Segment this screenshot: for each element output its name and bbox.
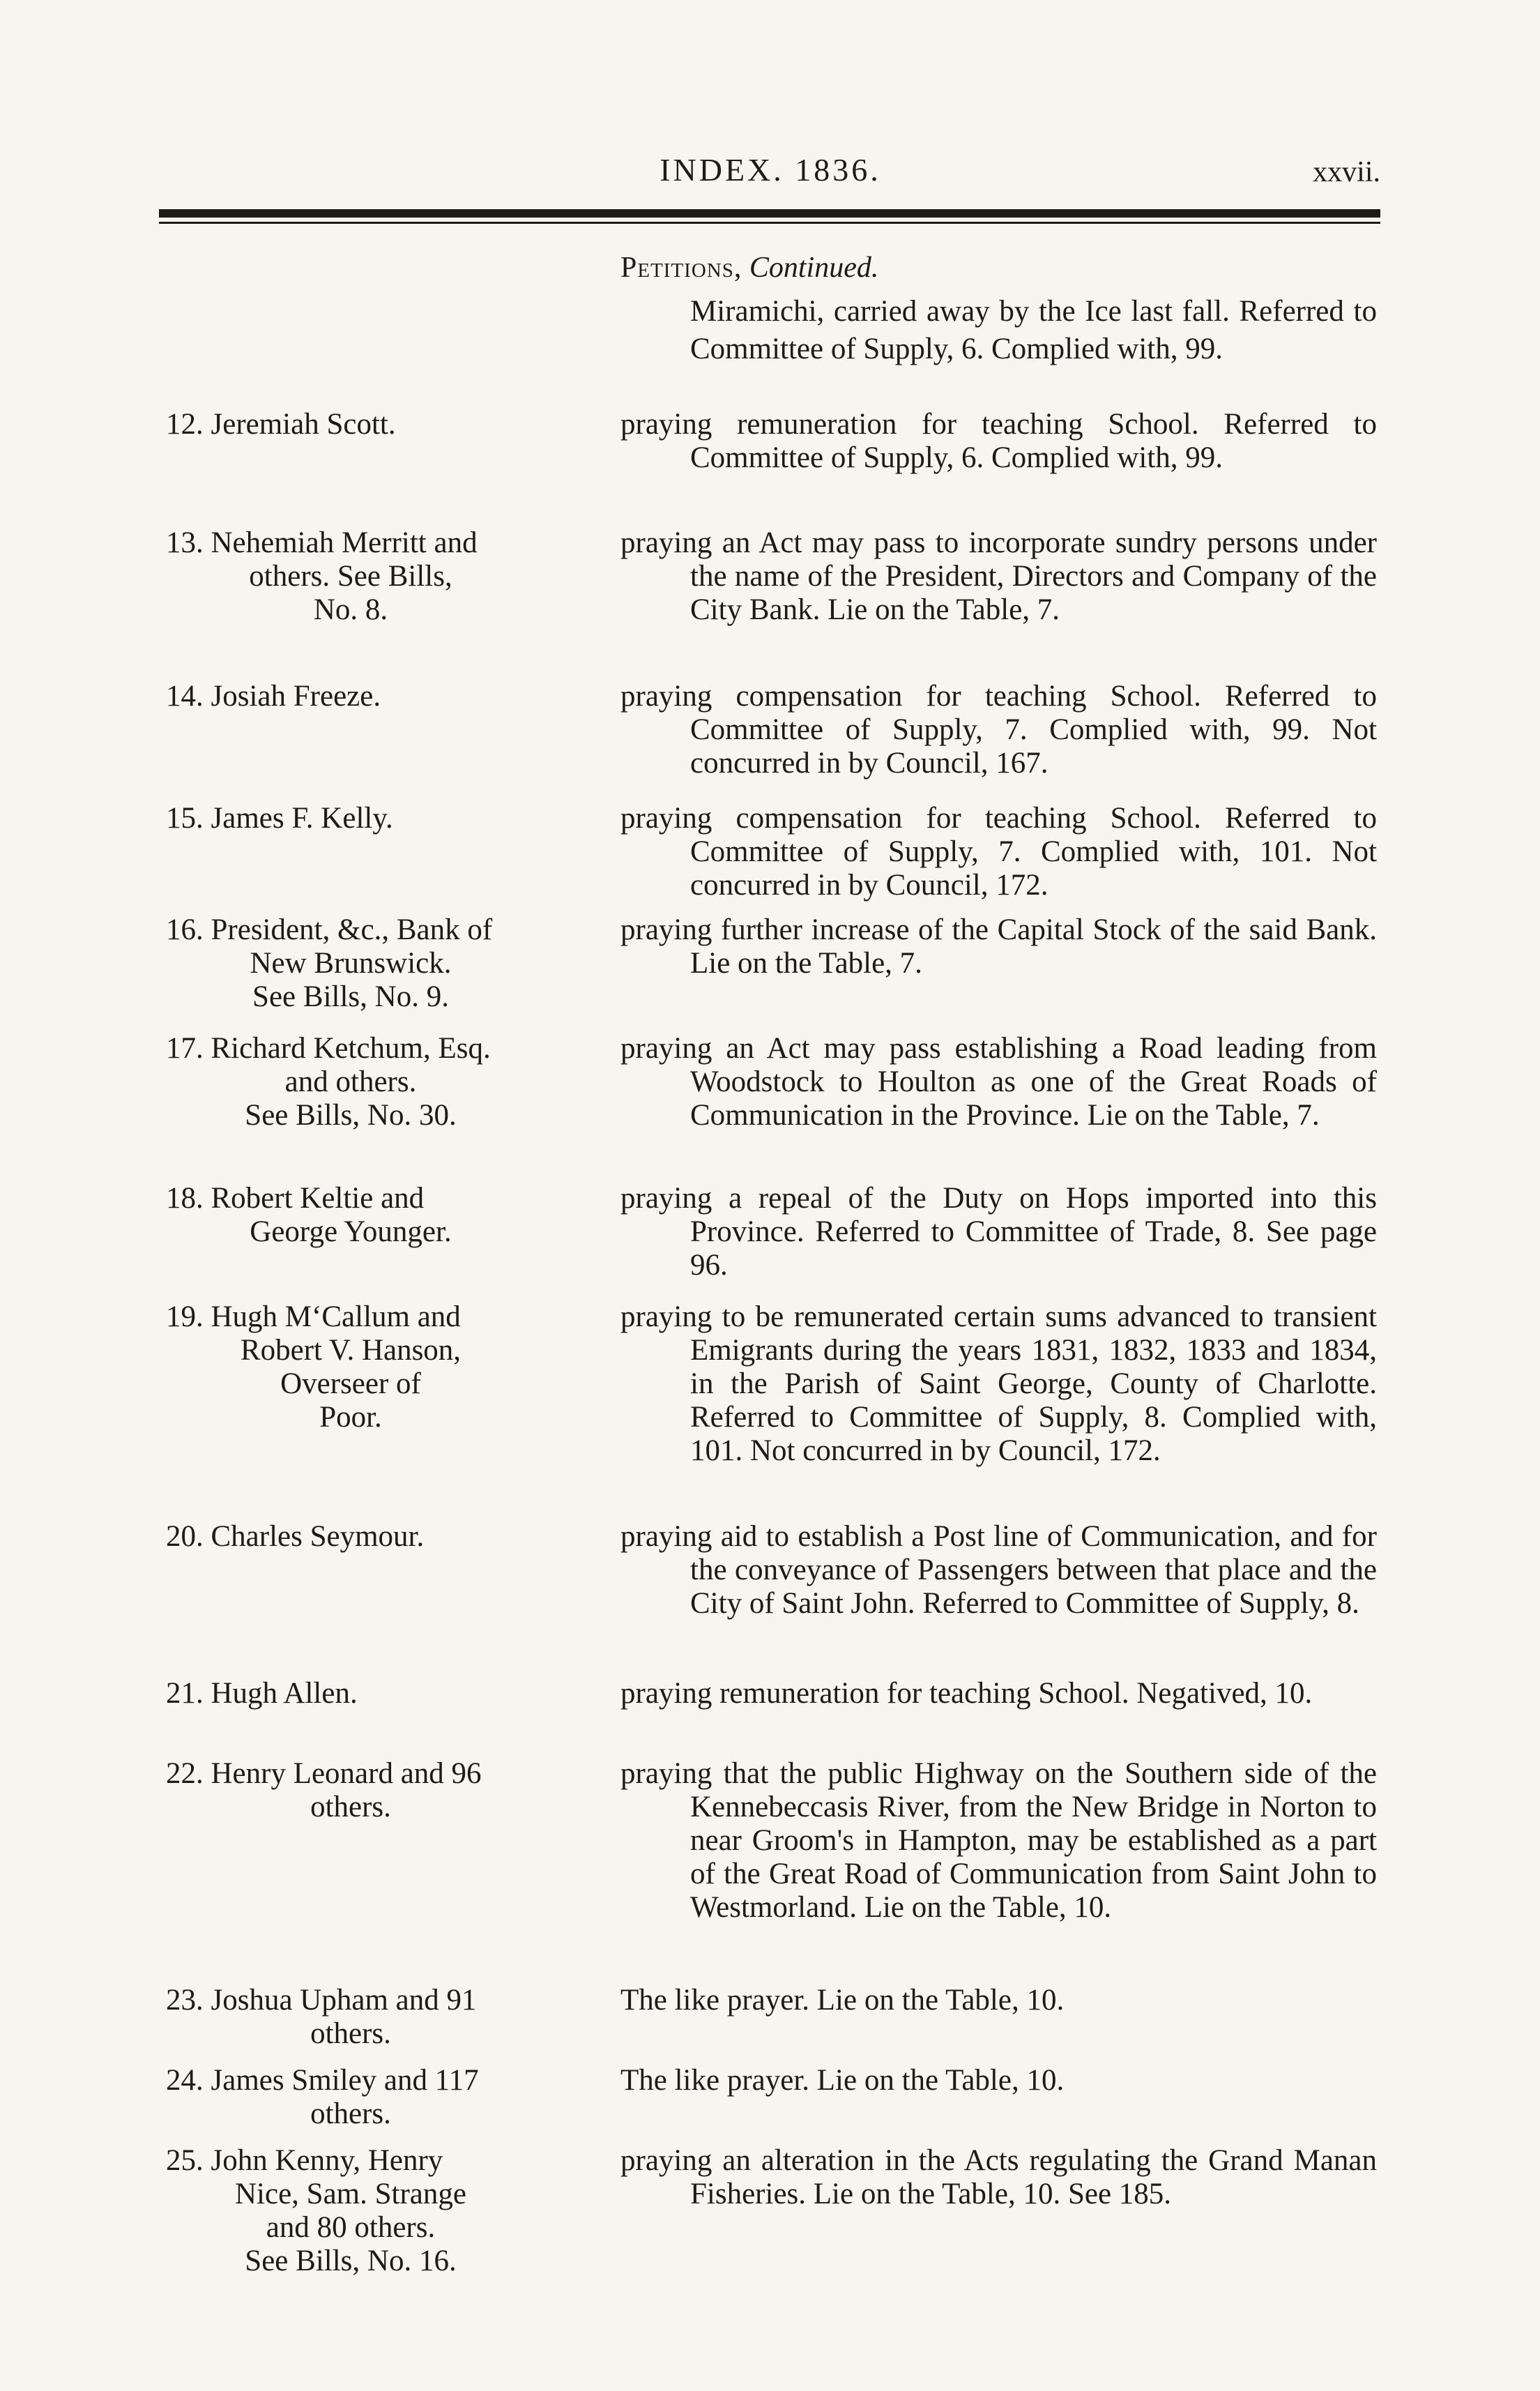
entry-number: 18. <box>166 1182 211 1215</box>
petitioner-line-first <box>166 802 577 835</box>
petitioner-name <box>166 1032 577 1132</box>
petitioner-name <box>166 1520 577 1554</box>
petitioner-name <box>166 2144 577 2278</box>
petitioner-line-first <box>166 680 577 713</box>
petitioner-line: See Bills, No. 16. <box>245 2245 457 2277</box>
entry-number: 23. <box>166 1984 211 2017</box>
section-label: Petitions, <box>620 252 742 284</box>
petitioner-line-first <box>166 913 577 947</box>
page-number: xxvii. <box>1313 156 1380 188</box>
petitioner-name <box>166 680 577 713</box>
petitioner-text: Charles Seymour. <box>211 1520 425 1553</box>
petition-description: praying further increase of the Capital Stock of the said Bank. Lie on the Table, 7. <box>620 913 1377 980</box>
petitioner-line: others. See Bills, <box>249 560 452 593</box>
petitioner-line-first <box>166 1300 577 1334</box>
petitioner-text: Joshua Upham and 91 <box>211 1984 477 2017</box>
petition-description: The like prayer. Lie on the Table, 10. <box>620 2064 1065 2097</box>
petitioner-name <box>166 802 577 835</box>
petitioner-line: others. <box>310 1791 391 1823</box>
entry-number: 25. <box>166 2144 211 2177</box>
petition-description: praying aid to establish a Post line of Communication, and for the conveyance of Passengers between that place and the City of Saint John. Referred to Committee of Supply, 8. <box>620 1520 1377 1620</box>
petitioner-text: Nehemiah Merritt and <box>211 526 478 559</box>
petition-description: praying remuneration for teaching School. Negatived, 10. <box>620 1677 1313 1710</box>
petitioner-text: James F. Kelly. <box>211 802 393 835</box>
petitioner-line-first <box>166 1757 577 1791</box>
petition-description: praying an alteration in the Acts regulating the Grand Manan Fisheries. Lie on the Table, 10. See 185. <box>620 2144 1377 2210</box>
petitioner-text: President, &c., Bank of <box>211 913 493 946</box>
petition-description: praying an Act may pass to incorporate sundry persons under the name of the President, Directors and Company of the City Bank. Lie on the Table, 7. <box>620 526 1377 626</box>
petitioner-line: others. <box>310 2017 391 2050</box>
petitioner-text: Richard Ketchum, Esq. <box>211 1032 491 1065</box>
petitioner-line-first <box>166 408 577 441</box>
petitioner-line-first <box>166 2064 577 2097</box>
petitioner-text: Hugh Allen. <box>211 1677 358 1710</box>
petitioner-line-first <box>166 2144 577 2178</box>
entry-number: 13. <box>166 526 211 559</box>
entry-number: 19. <box>166 1300 211 1333</box>
petition-description: praying compensation for teaching School. Referred to Committee of Supply, 7. Complied with, 101. Not concurred in by Council, 172. <box>620 802 1377 902</box>
petitioner-line-first <box>166 1520 577 1554</box>
petitioner-line: No. 8. <box>313 593 388 626</box>
petitioner-line-first <box>166 1984 577 2017</box>
petition-description: The like prayer. Lie on the Table, 10. <box>620 1984 1065 2017</box>
petition-description: praying remuneration for teaching School. Referred to Committee of Supply, 6. Complied with, 99. <box>620 408 1377 474</box>
petitioner-text: Josiah Freeze. <box>211 680 381 713</box>
petitioner-text: Robert Keltie and <box>211 1182 425 1215</box>
petitioner-name <box>166 1182 577 1249</box>
petitioner-line-first <box>166 1182 577 1215</box>
petition-description: praying that the public Highway on the Southern side of the Kennebeccasis River, from the New Bridge in Norton to near Groom's in Hampton, may be established as a part of the Great Road of Communication from Saint John to Westmorland. Lie on the Table, 10. <box>620 1757 1377 1924</box>
entry-number: 20. <box>166 1520 211 1553</box>
entry-number: 21. <box>166 1677 211 1710</box>
entry-number: 12. <box>166 408 211 441</box>
petitioner-line: See Bills, No. 9. <box>252 980 449 1013</box>
petitioner-name <box>166 1757 577 1824</box>
entry-number: 16. <box>166 913 211 946</box>
petition-description: praying an Act may pass establishing a Road leading from Woodstock to Houlton as one of the Great Roads of Communication in the Province. Lie on the Table, 7. <box>620 1032 1377 1132</box>
petitioner-line: Nice, Sam. Strange <box>235 2178 466 2210</box>
entry-number: 22. <box>166 1757 211 1790</box>
petitioner-text: John Kenny, Henry <box>211 2144 443 2177</box>
petitioner-line: others. <box>310 2097 391 2130</box>
petitioner-line-first <box>166 526 577 560</box>
entry-number: 14. <box>166 680 211 713</box>
petitioner-line: George Younger. <box>250 1215 452 1248</box>
petitioner-name <box>166 408 577 441</box>
continued-description: Miramichi, carried away by the Ice last fall. Referred to Committee of Supply, 6. Complied with, 99. <box>690 295 1377 365</box>
petitioner-name <box>166 1300 577 1434</box>
petitioner-line: Robert V. Hanson, <box>240 1334 462 1367</box>
continued-label: Continued. <box>749 252 879 284</box>
section-continued-heading <box>620 251 878 284</box>
petitioner-line: Overseer of <box>280 1367 421 1400</box>
petitioner-text: Jeremiah Scott. <box>211 408 396 441</box>
petition-description: praying a repeal of the Duty on Hops imported into this Province. Referred to Committee of Trade, 8. See page 96. <box>620 1182 1377 1282</box>
entry-number: 15. <box>166 802 211 835</box>
petitioner-line: New Brunswick. <box>250 947 452 980</box>
petitioner-line: and others. <box>284 1065 417 1098</box>
petitioner-name <box>166 1984 577 2051</box>
petitioner-line: See Bills, No. 30. <box>245 1099 457 1132</box>
page-header <box>160 143 1380 199</box>
petitioner-name <box>166 526 577 627</box>
petitioner-name <box>166 1677 577 1710</box>
petitioner-line-first <box>166 1032 577 1065</box>
petitioner-line: Poor. <box>319 1401 382 1434</box>
petitioner-name <box>166 913 577 1014</box>
header-rule-thick <box>159 209 1380 218</box>
petition-description: praying compensation for teaching School. Referred to Committee of Supply, 7. Complied with, 99. Not concurred in by Council, 167. <box>620 680 1377 780</box>
petitioner-line-first <box>166 1677 577 1710</box>
petitioner-name <box>166 2064 577 2131</box>
index-title: INDEX. 1836. <box>660 152 881 188</box>
petitioner-line: and 80 others. <box>266 2211 436 2244</box>
petitioner-text: Hugh M‘Callum and <box>211 1300 461 1333</box>
petitioner-text: Henry Leonard and 96 <box>211 1757 482 1790</box>
entry-number: 17. <box>166 1032 211 1065</box>
petitioner-text: James Smiley and 117 <box>211 2064 479 2097</box>
petition-description: praying to be remunerated certain sums advanced to transient Emigrants during the years 1831, 1832, 1833 and 1834, in the Parish of Saint George, County of Charlotte. Referred to Committee of Supply, 8. Complied with, 101. Not concurred in by Council, 172. <box>620 1300 1377 1467</box>
entry-number: 24. <box>166 2064 211 2097</box>
header-rule-thin <box>159 222 1380 224</box>
